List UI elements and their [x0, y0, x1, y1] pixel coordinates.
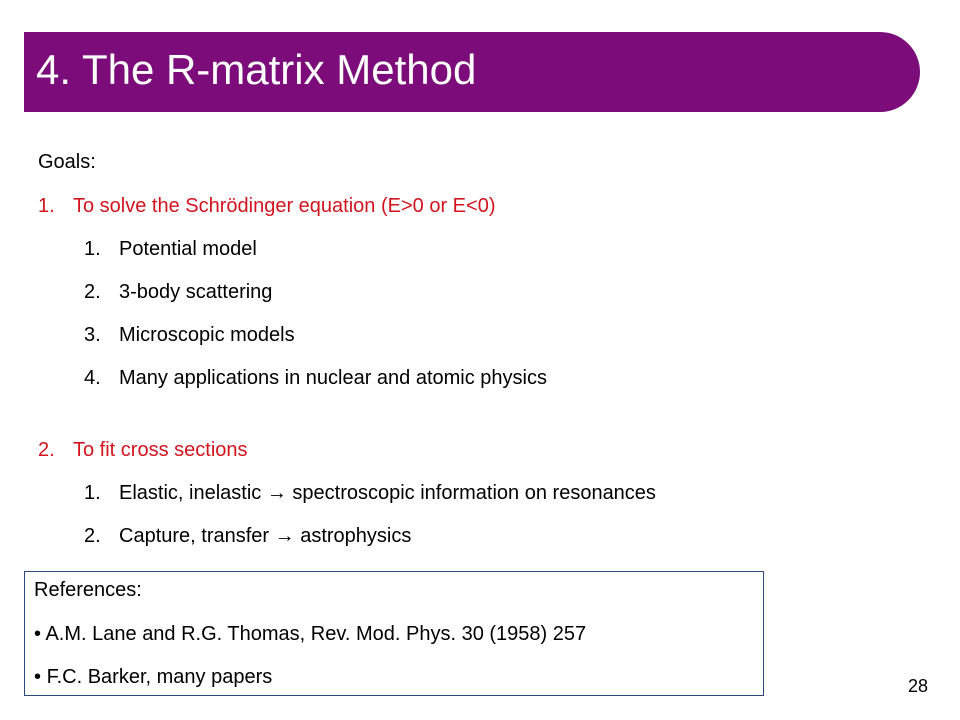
goal-2	[38, 438, 248, 462]
item-text: astrophysics	[300, 525, 412, 547]
item-text: Capture, transfer	[119, 525, 270, 547]
bullet-icon: •	[34, 666, 42, 688]
item-text: Potential model	[119, 238, 257, 260]
goal-2-item-2	[84, 524, 411, 548]
item-text: Microscopic models	[119, 324, 295, 346]
item-text: spectroscopic information on resonances	[292, 482, 656, 504]
item-text: Many applications in nuclear and atomic physics	[119, 367, 547, 389]
reference-text: A.M. Lane and R.G. Thomas, Rev. Mod. Phys. 30 (1958) 257	[45, 623, 587, 645]
arrow-right-icon: →	[266, 482, 287, 504]
goal-1-item-3	[84, 323, 295, 347]
reference-text: F.C. Barker, many papers	[46, 666, 273, 688]
goal-2-text: To fit cross sections	[73, 439, 248, 461]
item-number: 1.	[84, 482, 101, 504]
item-text: 3-body scattering	[119, 281, 273, 303]
page-number: 28	[908, 676, 929, 696]
goal-1-item-1	[84, 237, 257, 261]
goal-1-number: 1.	[38, 195, 55, 217]
reference-item	[34, 665, 272, 689]
reference-item	[34, 622, 586, 646]
goal-2-number: 2.	[38, 439, 55, 461]
item-number: 1.	[84, 238, 101, 260]
item-number: 3.	[84, 324, 101, 346]
goals-heading: Goals:	[38, 151, 96, 173]
item-number: 2.	[84, 281, 101, 303]
goal-2-item-1	[84, 481, 656, 505]
goal-1-text: To solve the Schrödinger equation (E>0 or E<0)	[73, 195, 496, 217]
item-number: 2.	[84, 525, 101, 547]
arrow-right-icon: →	[274, 525, 295, 547]
references-heading: References:	[34, 579, 142, 601]
goal-1-item-4	[84, 366, 547, 390]
goal-1-item-2	[84, 280, 272, 304]
goal-1	[38, 194, 495, 218]
item-text: Elastic, inelastic	[119, 482, 262, 504]
bullet-icon: •	[34, 623, 42, 645]
slide-title: 4. The R-matrix Method	[36, 46, 477, 93]
item-number: 4.	[84, 367, 101, 389]
